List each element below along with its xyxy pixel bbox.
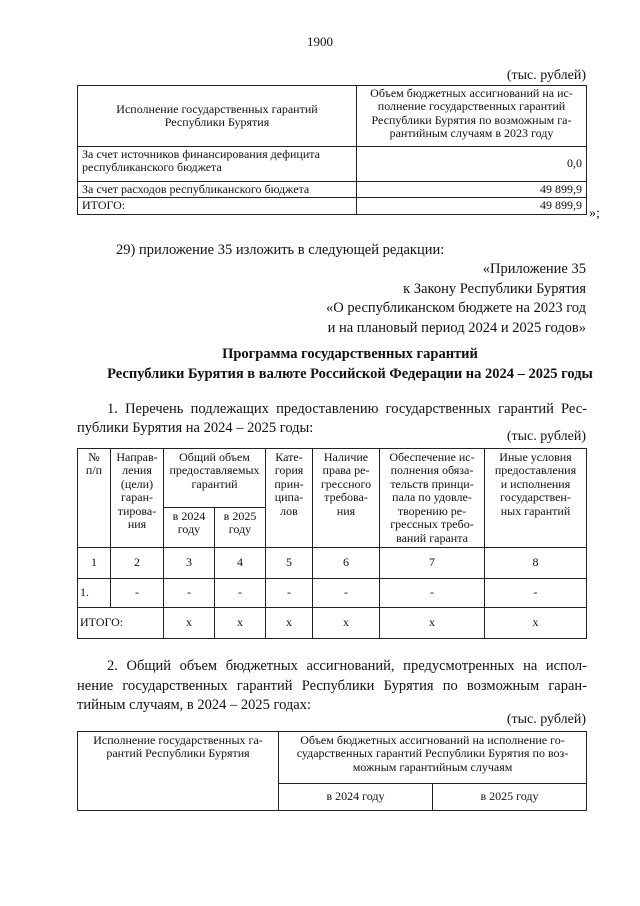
header-line: в 2025 [223,509,257,523]
header-line: Иные условия [499,450,572,464]
col-number: 5 [266,548,313,579]
program-title [60,344,640,384]
header-line: ния [127,517,147,532]
unit-label: (тыс. рублей) [506,68,586,83]
header-line: ваний гаранта [396,530,468,545]
header-line: тирова- [117,503,157,518]
cell: - [266,579,313,608]
header-line: п/п [85,463,103,478]
total-label: ИТОГО: [78,608,164,639]
header-line: ления [122,463,152,478]
section-1-line: 1. Перечень подлежащих предоставлению государственных гарантий Рес- [107,401,587,417]
header-year-2024: в 2024 году [279,784,433,811]
guarantee-execution-table-2023 [77,85,587,215]
cell: x [164,608,215,639]
row-label [78,182,357,198]
section-2-text [77,657,587,716]
header-line: году [177,522,201,537]
cell: - [380,579,485,608]
cell: x [266,608,313,639]
guarantees-list-table [77,448,587,639]
header-line: Объем бюджетных ассигнований на ис- [370,86,573,100]
row-label-line: ИТОГО: [82,198,126,213]
col-number: 2 [111,548,164,579]
table-row [78,147,587,182]
row-label-line: За счет расходов республиканского бюджета [82,182,310,196]
col-number: 1 [78,548,111,579]
cell: - [313,579,380,608]
cell: - [215,579,266,608]
header-line: Обеспечение ис- [389,450,475,464]
header-line: полнение государственных гарантий [377,99,566,114]
cell: x [380,608,485,639]
column-numbers-row [78,548,587,579]
header-line: предоставляемых [169,463,260,478]
header-line: гаран- [121,490,153,505]
header-line: Общий объем [179,450,250,464]
col-number: 3 [164,548,215,579]
header-total-volume [164,449,266,508]
header-line: гория [274,463,304,478]
item-29-text: 29) приложение 35 изложить в следующей редакции: [116,242,445,258]
header-other-conditions [485,449,587,548]
cell: x [485,608,587,639]
col-number: 4 [215,548,266,579]
guarantee-execution-table-2024-2025 [77,731,587,811]
unit-label: (тыс. рублей) [506,429,586,444]
header-line: пала по удовле- [392,490,472,505]
appendix-line: «О республиканском бюджете на 2023 год [326,300,586,316]
row-label-line: За счет источников финансирования дефицита [82,147,320,161]
cell: - [111,579,164,608]
unit-label: (тыс. рублей) [506,712,586,727]
header-line: Республики Бурятия по возможным га- [371,112,572,127]
header-2024 [164,508,215,548]
header-line: можным гарантийным случаям [352,759,513,774]
header-line: тельств принци- [390,476,474,491]
header-line: рантий Республики Бурятия [106,746,250,761]
header-line: полнения обяза- [390,463,474,478]
header-line: грессного [320,476,372,491]
header-line: гарантий [191,476,238,491]
header-number [78,449,111,548]
col-number: 7 [380,548,485,579]
col-number: 6 [313,548,380,579]
section-2-line: 2. Общий объем бюджетных ассигнований, предусмотренных на испол- [107,658,587,674]
page-number: 1900 [307,34,333,49]
header-volume [357,86,587,147]
row-label [78,198,357,214]
cell: - [164,579,215,608]
cell: x [215,608,266,639]
appendix-line: «Приложение 35 [482,261,586,277]
header-line: (цели) [120,476,154,491]
header-line: Республики Бурятия [164,115,270,129]
header-line: сударственных гарантий Республики Бурятия по воз- [296,746,569,761]
header-security [380,449,485,548]
table-row [78,579,587,608]
table-header-row [78,86,587,147]
header-line: ния [336,503,356,518]
table-header-row [78,732,587,784]
header-line: права ре- [322,463,370,478]
header-line: Объем бюджетных ассигнований на исполнение го- [300,733,565,747]
section-2-line: тийным случаям, в 2024 – 2025 годах: [77,697,312,713]
table-row [78,182,587,198]
col-number: 8 [485,548,587,579]
header-line: № [88,450,100,464]
header-line: Исполнение государственных гарантий [116,101,318,116]
header-line: грессных требо- [390,517,474,532]
header-execution [78,86,357,147]
cell: x [313,608,380,639]
header-line: и исполнения [500,476,571,491]
header-execution [78,732,279,811]
cell: 1. [78,579,111,608]
closing-quote: »; [589,206,600,221]
header-2025 [215,508,266,548]
header-line: в 2024 [172,509,206,523]
header-line: прин- [274,476,304,491]
header-direction [111,449,164,548]
header-line: предоставления [494,463,577,478]
row-value: 49 899,9 [357,198,587,214]
row-label [78,147,357,182]
header-line: ципа- [274,490,304,505]
header-line: Направ- [116,450,158,464]
title-line: Республики Бурятия в валюте Российской Федерации на 2024 – 2025 годы [107,366,593,382]
header-line: ных гарантий [500,503,571,518]
row-value: 0,0 [357,147,587,182]
header-line: лов [280,503,298,518]
header-volume [279,732,587,784]
appendix-line: и на плановый период 2024 и 2025 годов» [327,319,586,336]
table-row-total [78,198,587,214]
header-line: году [228,522,252,537]
title-line: Программа государственных гарантий [222,346,478,362]
header-line: Наличие [323,450,369,464]
table-row-total [78,608,587,639]
header-regress [313,449,380,548]
header-line: требова- [324,490,368,505]
section-2-line: нение государственных гарантий Республики Бурятия по возможным гаран- [77,677,587,694]
row-value: 49 899,9 [357,182,587,198]
header-line: государствен- [500,490,571,505]
appendix-reference [326,260,586,338]
header-line: Кате- [275,450,303,464]
cell: - [485,579,587,608]
header-line: рантийным случаям в 2023 году [389,126,554,141]
header-line: творению ре- [397,503,467,518]
appendix-line: к Закону Республики Бурятия [403,280,586,297]
header-year-2025: в 2025 году [432,784,586,811]
header-category [266,449,313,548]
header-line: Исполнение государственных га- [93,733,263,747]
section-1-line: публики Бурятия на 2024 – 2025 годы: [77,420,314,436]
table-header-row [78,449,587,508]
row-label-line: республиканского бюджета [82,160,222,175]
